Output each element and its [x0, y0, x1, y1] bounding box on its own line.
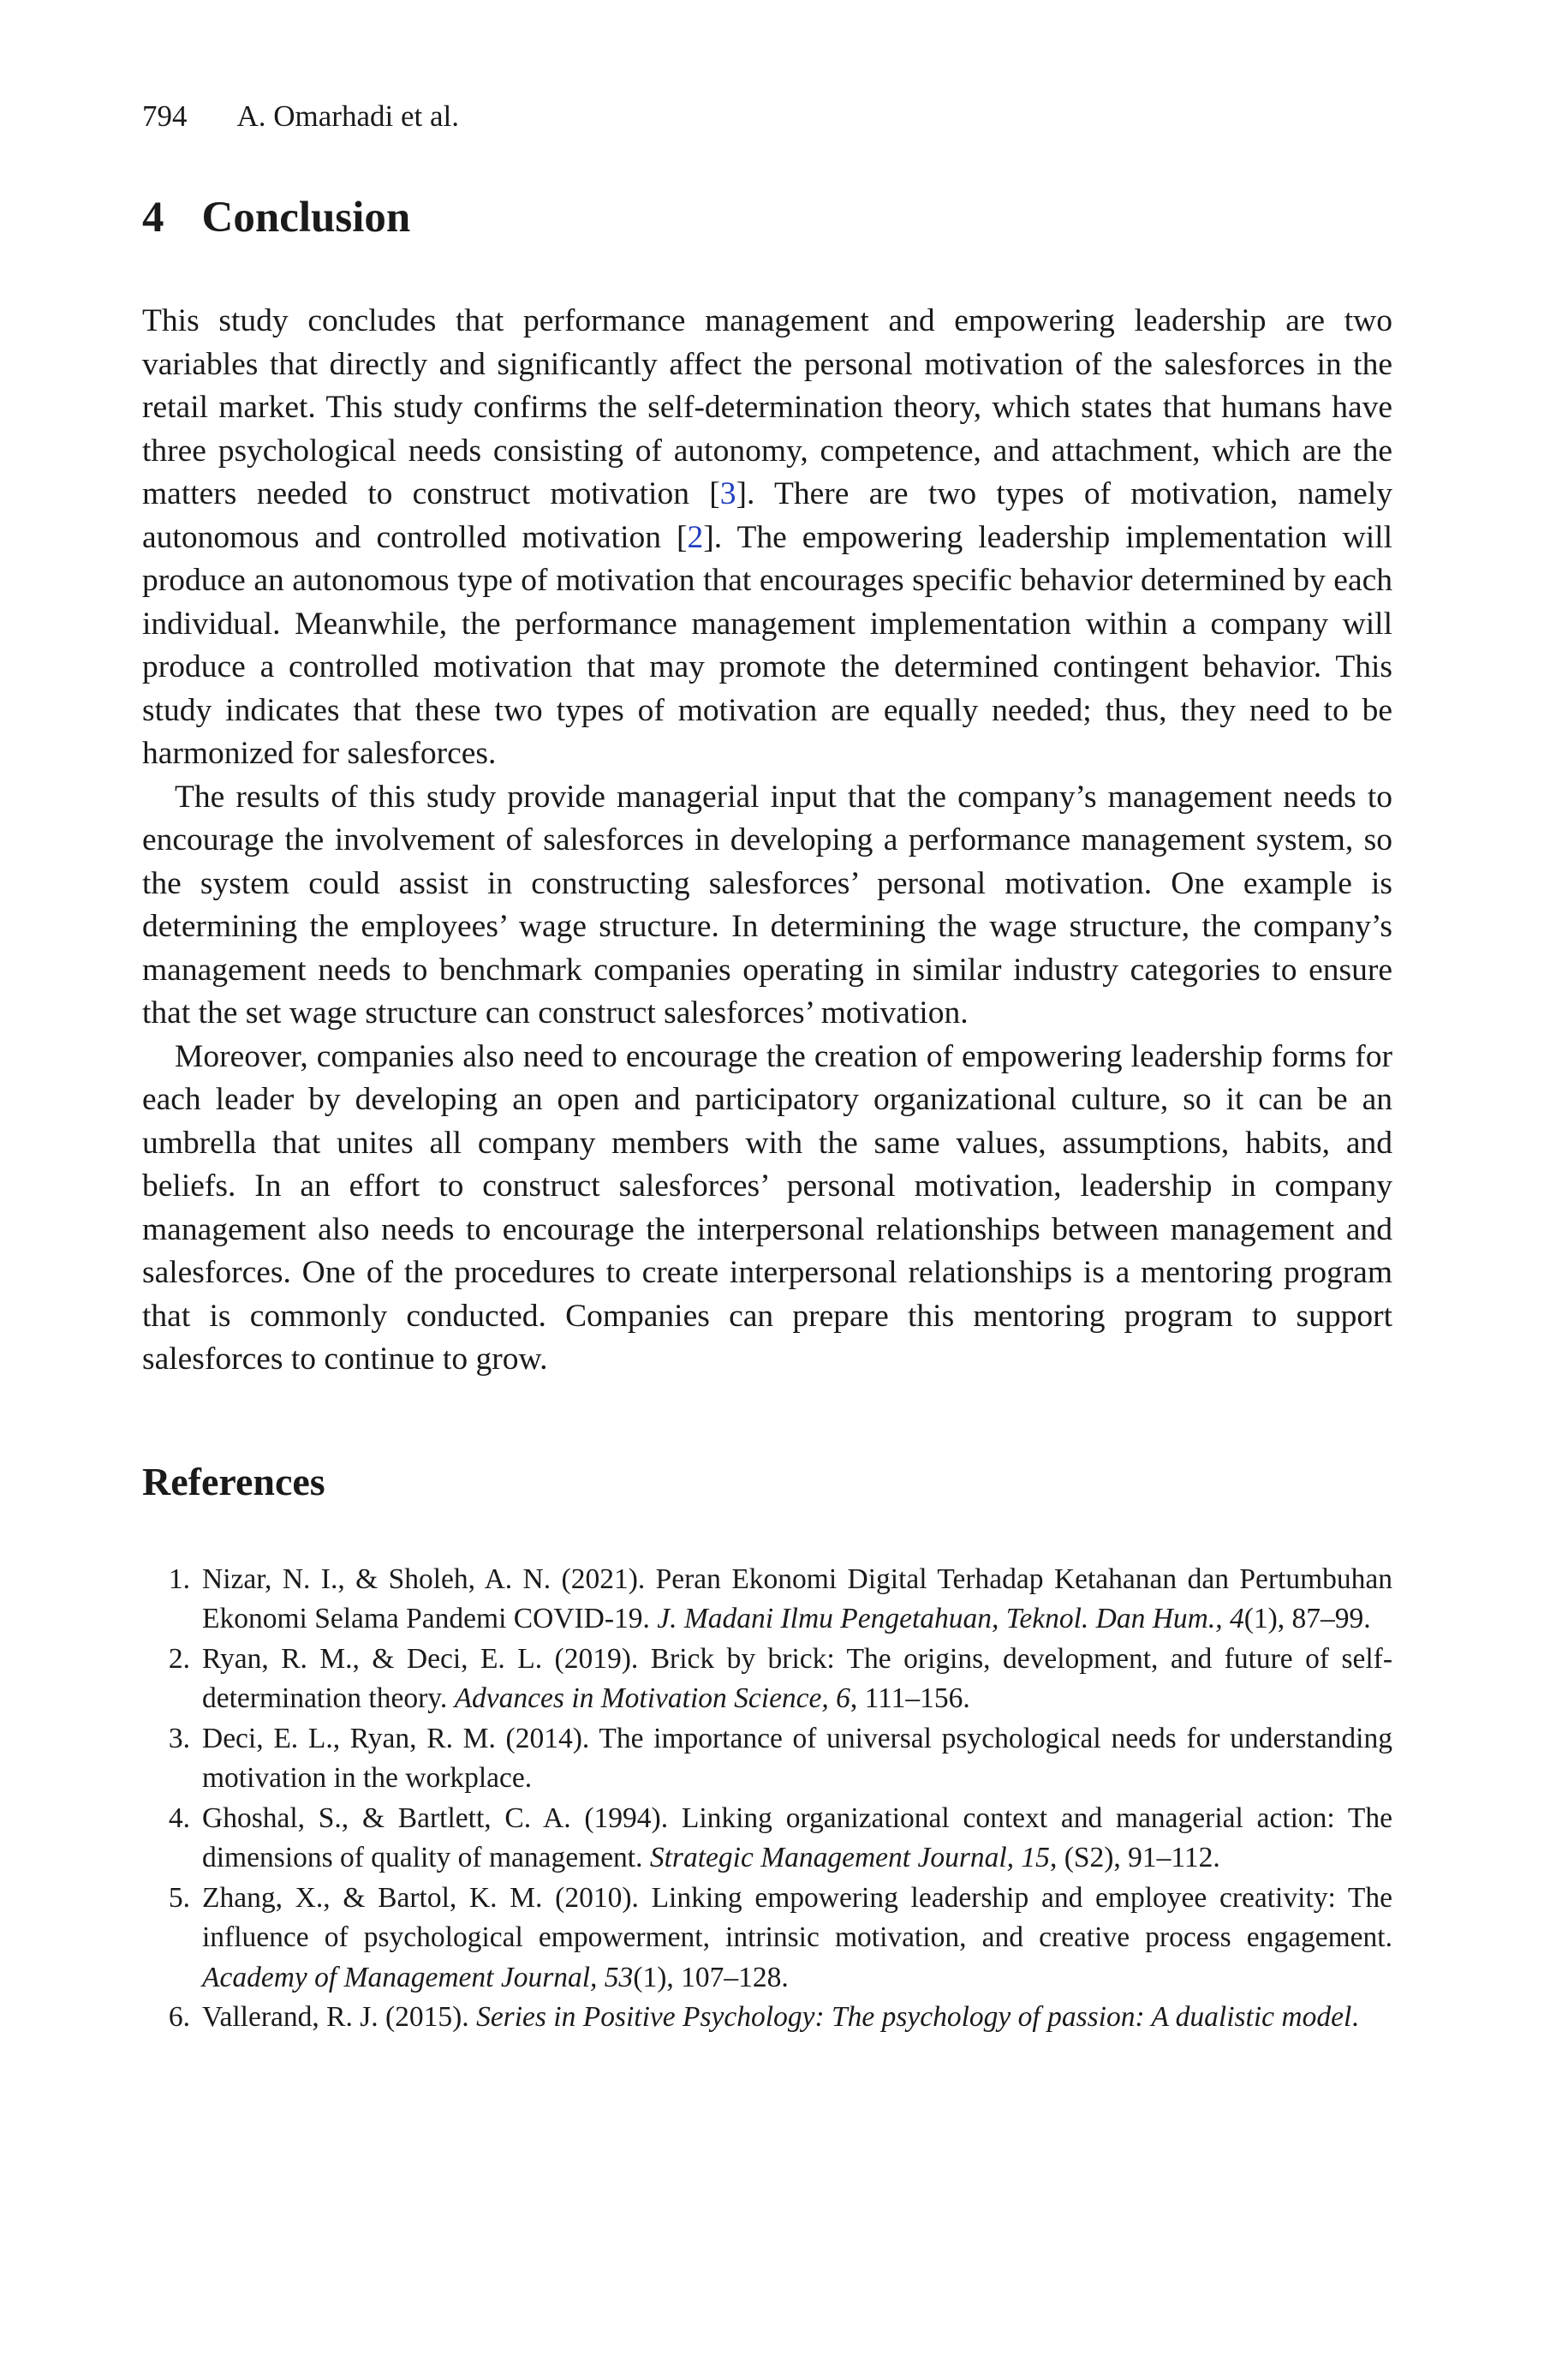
- reference-text: [190, 1719, 1392, 1799]
- paragraph: [142, 300, 1392, 776]
- reference-tail: , 111–156.: [850, 1682, 970, 1714]
- conclusion-body: [142, 300, 1392, 1382]
- reference-italic: Series in Positive Psychology: The psychology of passion: A dualistic model: [476, 2001, 1352, 2033]
- reference-number: 3.: [168, 1722, 190, 1754]
- reference-italic: J. Madani Ilmu Pengetahuan, Teknol. Dan Hum., 4: [657, 1603, 1244, 1634]
- running-head-authors: A. Omarhadi et al.: [236, 99, 459, 133]
- reference-number: 5.: [168, 1881, 190, 1914]
- reference-plain: Vallerand, R. J. (2015).: [202, 2001, 477, 2033]
- page: [142, 101, 1392, 2038]
- reference-tail: (1), 107–128.: [633, 1961, 789, 1993]
- citation-link[interactable]: 2: [687, 519, 704, 555]
- paragraph: The results of this study provide managerial input that the company’s management needs to encourage the involvement of salesforces in developing a performance management system, so the system could assist in constructing salesforces’ personal motivation. One example is determining the employees’ wage structure. In determining the wage structure, the company’s management needs to benchmark companies operating in similar industry categories to ensure that the set wage structure can construct salesforces’ motivation.: [142, 779, 1392, 1031]
- reference-number: 6.: [168, 2001, 190, 2033]
- references-heading: References: [142, 1459, 325, 1503]
- section-number: 4: [142, 194, 164, 242]
- reference-number: 4.: [168, 1801, 190, 1834]
- running-head: [142, 101, 1392, 131]
- reference-item: [142, 1719, 1392, 1799]
- reference-italic: Advances in Motivation Science, 6: [454, 1682, 850, 1714]
- reference-number: 2.: [168, 1642, 190, 1675]
- reference-item: [142, 1799, 1392, 1879]
- reference-tail: .: [1351, 2001, 1359, 2033]
- reference-item: [142, 1560, 1392, 1640]
- reference-number: 1.: [168, 1562, 190, 1595]
- reference-plain: Nizar, N. I., & Sholeh, A. N. (2021). Peran Ekonomi Digital Terhadap Ketahanan dan Pertumbuhan Ekonomi Selama Pandemi COVID-19.: [202, 1562, 1392, 1634]
- paragraph-text: ]. The empowering leadership implementation will produce an autonomous type of motivation that encourages specific behavior determined by each individual. Meanwhile, the performance management implementation within a company will produce a controlled motivation that may promote the determined contingent behavior. This study indicates that these two types of motivation are equally needed; thus, they need to be harmonized for salesforces.: [142, 519, 1393, 771]
- references-list: [142, 1560, 1392, 2038]
- reference-text: [190, 1640, 1392, 1719]
- reference-italic: Academy of Management Journal, 53: [202, 1961, 634, 1993]
- reference-item: [142, 1998, 1392, 2038]
- reference-italic: Strategic Management Journal, 15: [649, 1842, 1050, 1873]
- reference-plain: Deci, E. L., Ryan, R. M. (2014). The importance of universal psychological needs for understanding motivation in the workplace.: [202, 1722, 1392, 1794]
- section-title: Conclusion: [201, 194, 411, 242]
- citation-link[interactable]: 3: [719, 476, 736, 511]
- reference-text: [190, 1799, 1392, 1879]
- reference-item: [142, 1640, 1392, 1719]
- reference-text: [190, 1879, 1392, 1999]
- reference-text: [190, 1560, 1392, 1640]
- reference-item: [142, 1879, 1392, 1999]
- paragraph: Moreover, companies also need to encourage the creation of empowering leadership forms for each leader by developing an open and participatory organizational culture, so it can be an umbrella that unites all company members with the same values, assumptions, habits, and beliefs. In an effort to construct salesforces’ personal motivation, leadership in company management also needs to encourage the interpersonal relationships between management and salesforces. One of the procedures to create interpersonal relationships is a mentoring program that is commonly conducted. Companies can prepare this mentoring program to support salesforces to continue to grow.: [142, 1038, 1392, 1377]
- reference-plain: Ryan, R. M., & Deci, E. L. (2019). Brick by brick: The origins, development, and future of self-determination theory.: [202, 1642, 1392, 1714]
- reference-text: [190, 1998, 1392, 2038]
- paragraph-text: ]. There are two types of motivation, namely autonomous and controlled motivation [: [142, 476, 1392, 555]
- paragraph-text: This study concludes that performance management and empowering leadership are two variables that directly and significantly affect the personal motivation of the salesforces in the retail market. This study confirms the self-determination theory, which states that humans have three psychological needs consisting of autonomy, competence, and attachment, which are the matters needed to construct motivation [: [142, 303, 1392, 511]
- reference-tail: (1), 87–99.: [1243, 1603, 1371, 1634]
- reference-tail: , (S2), 91–112.: [1049, 1842, 1220, 1873]
- page-number: 794: [142, 99, 188, 133]
- section-heading: [142, 196, 1392, 240]
- reference-plain: Zhang, X., & Bartol, K. M. (2010). Linking empowering leadership and employee creativity: The influence of psychological empowerment, intrinsic motivation, and creative process engagement.: [202, 1881, 1392, 1953]
- reference-plain: Ghoshal, S., & Bartlett, C. A. (1994). Linking organizational context and managerial action: The dimensions of quality of management.: [202, 1801, 1392, 1873]
